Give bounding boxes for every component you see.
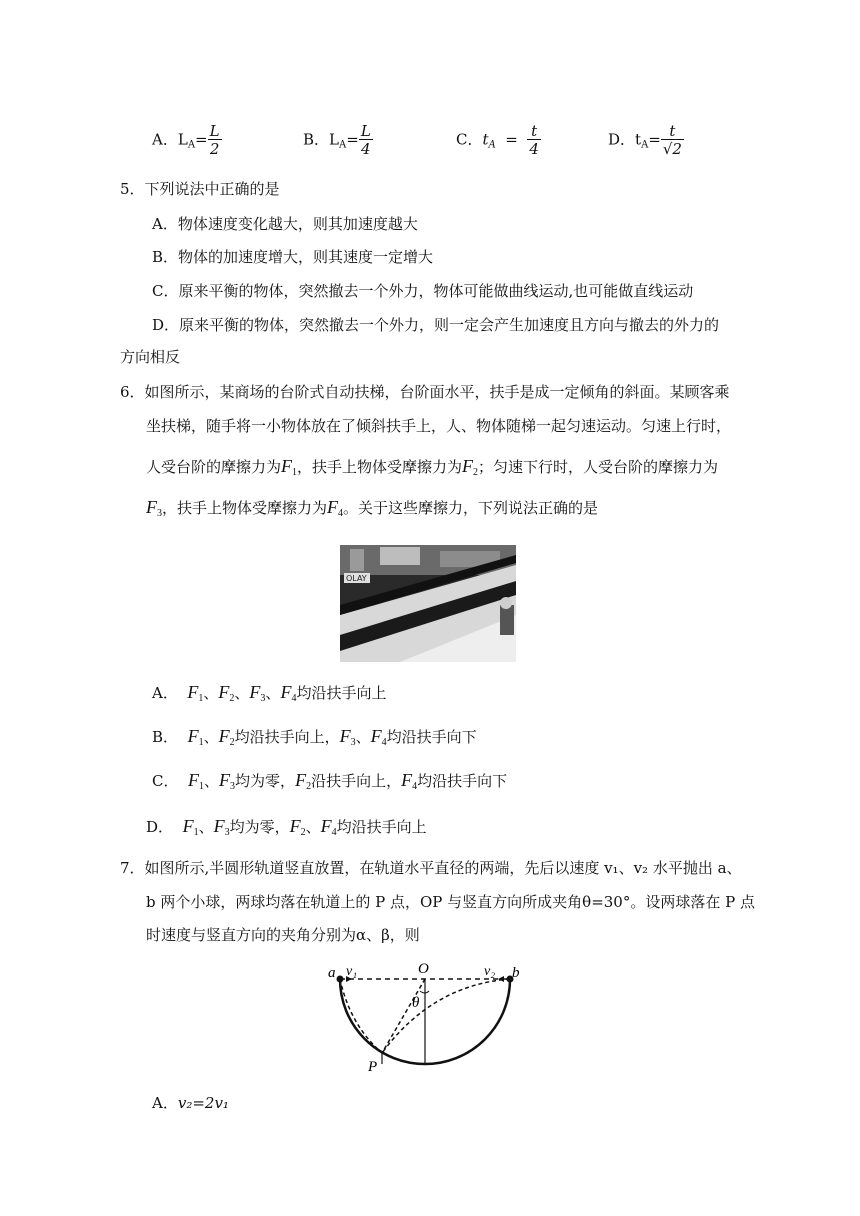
label-v1: v₁ (346, 964, 358, 979)
escalator-photo (340, 545, 516, 662)
radius-op (382, 979, 425, 1053)
q7-stem-line2: b 两个小球，两球均落在轨道上的 P 点，OP 与竖直方向所成夹角θ=30°。设两球落在 P 点 (146, 893, 755, 911)
q4-option-c: C．$t_A$ = $\frac{t}{4}$ (456, 122, 539, 158)
q5-option-a: A．物体速度变化越大，则其加速度越大 (152, 215, 418, 233)
q6-option-a: A． $F_1$、$F_2$、$F_3$、$F_4$均沿扶手向上 (152, 682, 387, 704)
q6-option-b: B． $F_1$、$F_2$均沿扶手向上，$F_3$、$F_4$均沿扶手向下 (152, 726, 477, 748)
v2-arrow-icon (498, 976, 504, 982)
q4-option-b: B．$L_A=$ $\frac{L}{4}$ (303, 122, 371, 158)
photo-sign-text: OLAY (346, 574, 367, 583)
q5-option-d-line2: 方向相反 (120, 348, 181, 366)
q5-option-d-line1: D．原来平衡的物体，突然撤去一个外力，则一定会产生加速度且方向与撤去的外力的 (152, 316, 720, 334)
label-a: a (328, 965, 336, 981)
q4-option-a: A．$L_A=$ $\frac{L}{2}$ (152, 122, 220, 158)
q7-option-a: A．v₂=2v₁ (152, 1094, 229, 1112)
trajectory-b (382, 979, 510, 1053)
q6-stem-line3: 人受台阶的摩擦力为$F_1$，扶手上物体受摩擦力为$F_2$；匀速下行时，人受台阶的摩擦力为 (146, 456, 719, 478)
trajectory-a (340, 979, 382, 1053)
q5-option-b: B．物体的加速度增大，则其速度一定增大 (152, 248, 434, 266)
label-b: b (512, 965, 520, 981)
label-theta: θ (412, 995, 420, 1011)
q6-stem-line2: 坐扶梯，随手将一小物体放在了倾斜扶手上，人、物体随梯一起匀速运动。匀速上行时， (146, 417, 732, 435)
q6-stem-line1: 6．如图所示，某商场的台阶式自动扶梯，台阶面水平，扶手是成一定倾角的斜面。某顾客乘 (120, 383, 730, 401)
q6-option-d: D． $F_1$、$F_3$均为零，$F_2$、$F_4$均沿扶手向上 (146, 816, 427, 838)
q5-option-c: C．原来平衡的物体，突然撤去一个外力，物体可能做曲线运动,也可能做直线运动 (152, 282, 694, 300)
q7-stem-line1: 7．如图所示,半圆形轨道竖直放置，在轨道水平直径的两端，先后以速度 v₁、v₂ 水平抛出 a、 (120, 859, 742, 877)
q6-stem-line4: $F_3$，扶手上物体受摩擦力为$F_4$。关于这些摩擦力，下列说法正确的是 (146, 497, 599, 519)
q5-stem: 5．下列说法中正确的是 (120, 180, 280, 198)
q6-option-c: C． $F_1$、$F_3$均为零，$F_2$沿扶手向上，$F_4$均沿扶手向下 (152, 770, 508, 792)
label-p: P (368, 1059, 378, 1075)
semicircle-diagram (322, 955, 528, 1080)
q4-option-d: D．$t_A=$ $\frac{t}{√2}$ (608, 122, 682, 158)
label-v2: v₂ (484, 964, 496, 979)
q7-stem-line3: 时速度与竖直方向的夹角分别为α、β，则 (146, 926, 420, 944)
label-o: O (418, 961, 429, 977)
